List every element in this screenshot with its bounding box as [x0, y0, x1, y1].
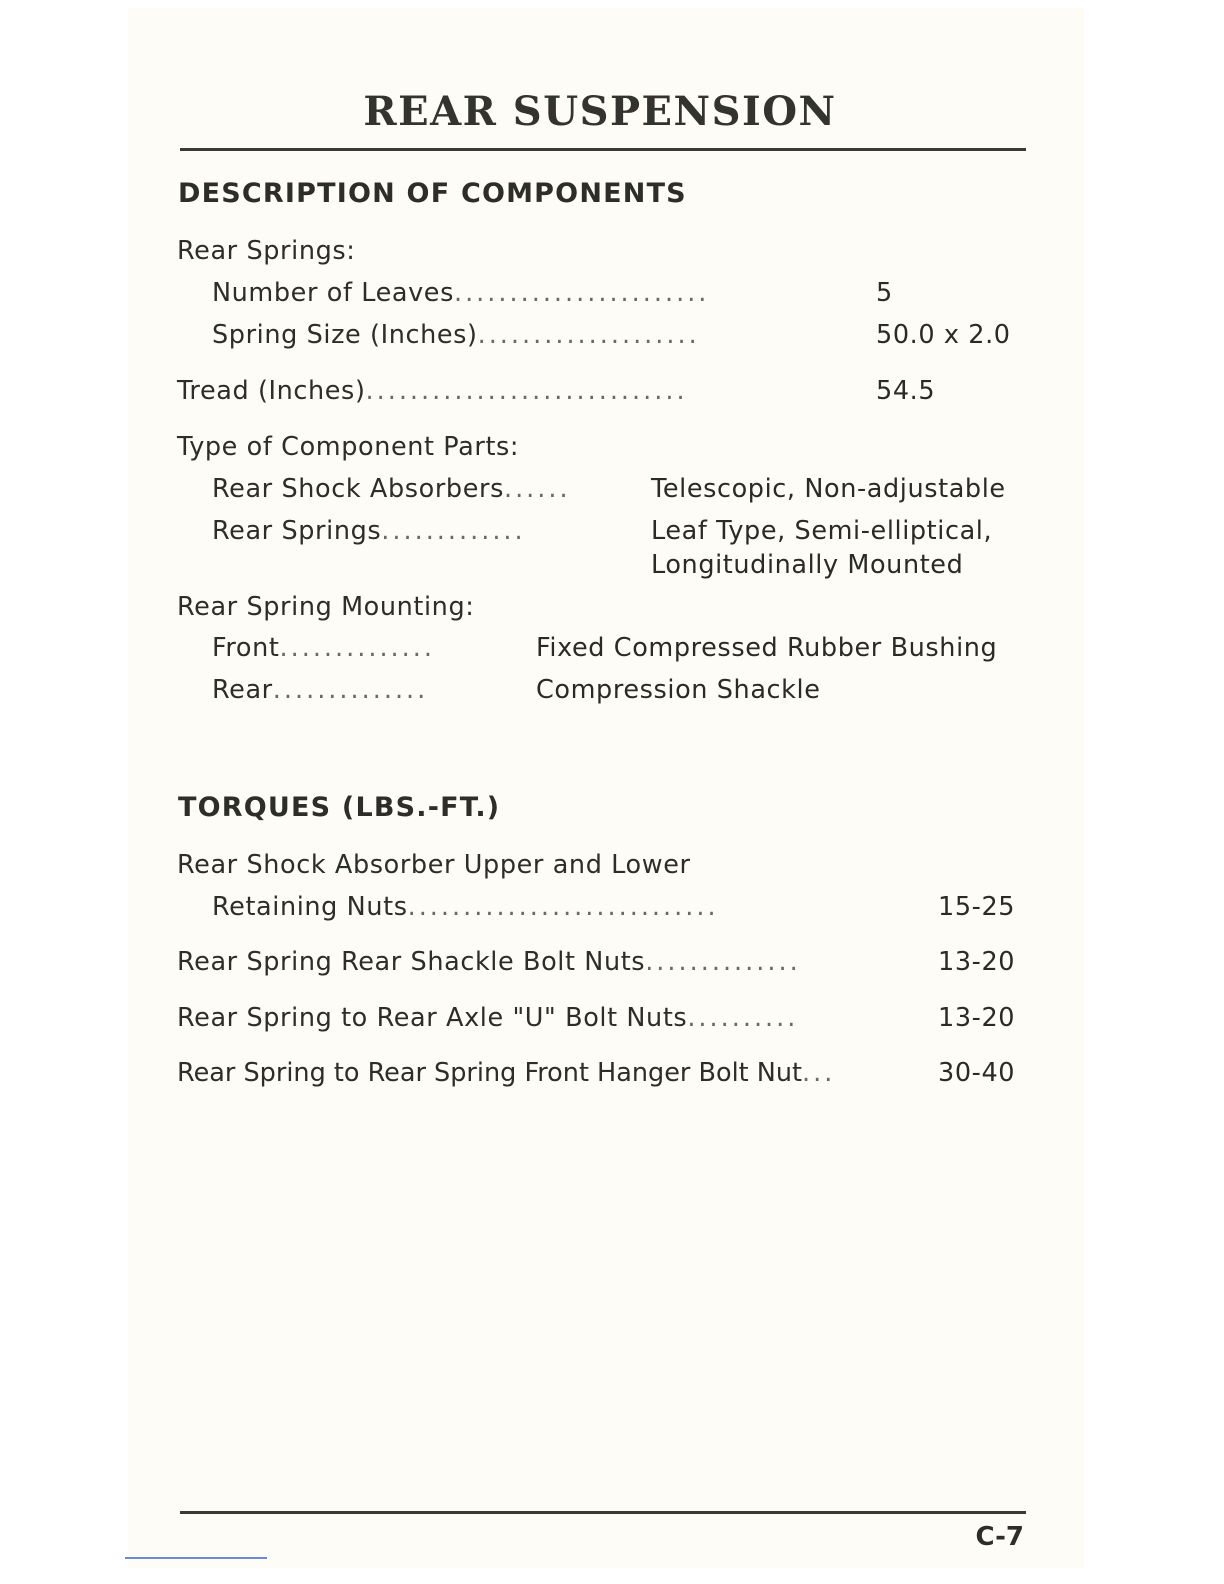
mounting-label: Rear Spring Mounting:	[177, 592, 475, 622]
leader-dots: ..............	[279, 633, 435, 663]
hanger-bolt-label: Rear Spring to Rear Spring Front Hanger Bolt Nut	[177, 1058, 802, 1088]
shackle-bolt-value: 13-20	[938, 947, 1016, 977]
number-of-leaves-label: Number of Leaves	[212, 278, 454, 308]
spring-size-value: 50.0 x 2.0	[876, 320, 1011, 350]
rear-springs-label: Rear Springs:	[177, 236, 356, 266]
tread-label: Tread (Inches)	[177, 376, 366, 406]
title-rule	[180, 148, 1026, 151]
shock-nuts-label-line1: Rear Shock Absorber Upper and Lower	[177, 850, 691, 880]
u-bolt-row	[177, 1003, 798, 1033]
tread-value: 54.5	[876, 376, 936, 406]
shock-nuts-value: 15-25	[938, 892, 1016, 922]
shackle-bolt-row	[177, 947, 801, 977]
leader-dots: ..............	[272, 675, 429, 705]
page-title: REAR SUSPENSION	[363, 88, 837, 135]
rear-springs-type-value-line2: Longitudinally Mounted	[651, 550, 964, 580]
mount-rear-label: Rear	[212, 675, 273, 705]
leader-dots: .............	[381, 516, 526, 546]
torques-heading: TORQUES (LBS.-FT.)	[178, 792, 501, 823]
shock-nuts-row	[212, 892, 719, 922]
u-bolt-label: Rear Spring to Rear Axle "U" Bolt Nuts	[177, 1003, 688, 1033]
hanger-bolt-value: 30-40	[938, 1058, 1016, 1088]
number-of-leaves-row	[212, 278, 709, 308]
shock-nuts-label-line2: Retaining Nuts	[212, 892, 408, 922]
component-parts-label: Type of Component Parts:	[177, 432, 520, 462]
mount-front-value: Fixed Compressed Rubber Bushing	[536, 633, 998, 663]
rear-springs-type-label: Rear Springs	[212, 516, 382, 546]
mount-front-label: Front	[212, 633, 280, 663]
shock-absorbers-value: Telescopic, Non-adjustable	[651, 474, 1006, 504]
shackle-bolt-label: Rear Spring Rear Shackle Bolt Nuts	[177, 947, 646, 977]
description-heading: DESCRIPTION OF COMPONENTS	[178, 178, 687, 209]
mount-front-row	[212, 633, 435, 663]
mount-rear-row	[212, 675, 428, 705]
leader-dots: ....................	[477, 320, 700, 350]
spring-size-row	[212, 320, 700, 350]
u-bolt-value: 13-20	[938, 1003, 1016, 1033]
mount-rear-value: Compression Shackle	[536, 675, 821, 705]
hanger-bolt-row	[177, 1058, 835, 1088]
number-of-leaves-value: 5	[876, 278, 893, 308]
rear-springs-type-row	[212, 516, 526, 546]
link-underline[interactable]	[125, 1557, 267, 1559]
leader-dots: ..............	[645, 947, 801, 977]
shock-absorbers-row	[212, 474, 571, 504]
tread-row	[177, 376, 688, 406]
footer-rule	[180, 1511, 1026, 1514]
leader-dots: .......................	[453, 278, 710, 308]
leader-dots: ...	[802, 1058, 836, 1088]
leader-dots: ............................	[407, 892, 719, 922]
leader-dots: ......	[503, 474, 571, 504]
leader-dots: .............................	[365, 376, 688, 406]
page-number: C-7	[975, 1522, 1024, 1552]
shock-absorbers-label: Rear Shock Absorbers	[212, 474, 504, 504]
rear-springs-type-value-line1: Leaf Type, Semi-elliptical,	[651, 516, 993, 546]
leader-dots: ..........	[687, 1003, 799, 1033]
spring-size-label: Spring Size (Inches)	[212, 320, 478, 350]
